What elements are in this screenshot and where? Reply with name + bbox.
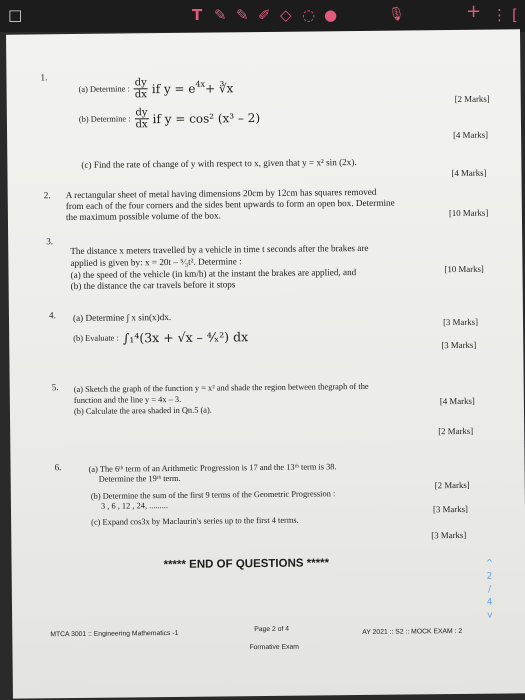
highlighter-icon[interactable]: ✐ [258, 6, 271, 24]
q1a-expr: if y = e [151, 81, 196, 96]
square-icon[interactable]: □ [8, 6, 23, 24]
q1a-tail: + ∛x [205, 80, 234, 96]
total-pages: 4 [486, 597, 493, 608]
annotation-toolbar [0, 0, 525, 32]
q6b-line: (b) Determine the sum of the first 9 terms of the Geometric Progression : [90, 489, 336, 501]
question-1a [78, 76, 233, 101]
question-number: 6. [54, 462, 62, 473]
q1b-prefix: (b) Determine : [78, 113, 131, 124]
q1a-prefix: (a) Determine : [78, 83, 130, 94]
shapes-icon[interactable]: ● [324, 6, 338, 24]
question-number: 3. [46, 236, 54, 247]
question-number: 5. [51, 382, 59, 393]
question-1c: (c) Find the rate of change of y with respect to x, given that y = x² sin (2x). [81, 157, 357, 170]
q5b-marks: [2 Marks] [438, 425, 474, 437]
q1a-fraction [134, 77, 148, 100]
current-page: 2 [486, 571, 493, 582]
footer-exam-type: Formative Exam [249, 643, 299, 652]
q3-line: (a) the speed of the vehicle (in km/h) at the instant the brakes are applied, and [70, 267, 357, 281]
question-number: 1. [40, 72, 48, 83]
q1b-fraction [134, 107, 148, 130]
end-of-questions: ***** END OF QUESTIONS ***** [163, 557, 330, 572]
text-tool-icon[interactable]: T [192, 6, 203, 24]
q3-line: The distance x meters travelled by a vehicle in time t seconds after the brakes are [70, 242, 369, 257]
q1b-frac-top: dy [135, 107, 148, 119]
q5a-line: (a) Sketch the graph of the function y = x² and shade the region between thegraph of the [73, 381, 369, 395]
q2-line: the maximum possible volume of the box. [65, 210, 221, 223]
q5a-line: function and the line y = 4x – 3. [73, 394, 182, 406]
page-separator: / [488, 584, 492, 595]
pen-icon[interactable]: ✎ [236, 6, 249, 24]
question-number: 4. [48, 310, 56, 321]
footer-page: Page 2 of 4 [254, 625, 290, 634]
q6a-marks: [2 Marks] [434, 479, 470, 491]
eraser-icon[interactable]: ◇ [280, 6, 292, 24]
q1b-frac-bottom: dx [135, 119, 148, 131]
question-4b [73, 329, 248, 346]
q6c-marks: [3 Marks] [431, 529, 467, 541]
lasso-icon[interactable]: ◌ [302, 6, 316, 24]
q2-marks: [10 Marks] [448, 207, 489, 219]
q3-marks: [10 Marks] [444, 263, 484, 275]
question-1b [79, 106, 260, 131]
q6b-marks: [3 Marks] [432, 503, 468, 515]
q4a-marks: [3 Marks] [442, 316, 479, 328]
q1a-marks: [2 Marks] [454, 93, 490, 104]
q6b-line: 3 , 6 , 12 , 24, ......... [100, 501, 169, 511]
q1b-marks: [4 Marks] [453, 129, 489, 141]
q4b-expr: ∫₁⁴(3x + √x – ⁴⁄ₓ²) dx [122, 329, 249, 346]
q3-line: applied is given by: x = 20t – ⁵⁄₃t². Determine : [70, 256, 242, 269]
q1a-frac-bottom: dx [134, 89, 147, 101]
q1b-expr: if y = cos² (x³ – 2) [152, 110, 261, 126]
q1a-frac-top: dy [134, 77, 147, 89]
page-up-icon[interactable]: ^ [485, 558, 494, 569]
question-number: 2. [43, 190, 51, 201]
q2-line: A rectangular sheet of metal having dimensions 20cm by 12cm has squares removed [65, 186, 377, 201]
q5a-marks: [4 Marks] [439, 395, 475, 407]
edge-icon: [ [512, 6, 518, 24]
add-icon[interactable]: + [466, 1, 482, 22]
exam-page [6, 29, 525, 698]
page-navigator[interactable] [486, 558, 494, 623]
q3-line: (b) the distance the car travels before it stops [70, 279, 236, 292]
question-4a: (a) Determine ∫ x sin(x)dx. [72, 311, 172, 324]
q2-line: from each of the four corners and the sides bent upwards to form an open box. Determine [65, 197, 395, 212]
q1a-sup: 4x [195, 79, 206, 89]
mic-icon[interactable]: 🎙 [388, 7, 405, 22]
q4b-prefix: (b) Evaluate : [73, 333, 119, 343]
more-icon[interactable]: ⋮ [492, 6, 507, 24]
q6a-line: Determine the 19ᵗʰ term. [98, 473, 181, 484]
q6a-line: (a) The 6ᵗʰ term of an Arithmetic Progression is 17 and the 13ᵗʰ term is 38. [88, 462, 337, 474]
pen-icon[interactable]: ✎ [214, 6, 227, 24]
page-down-icon[interactable]: v [487, 610, 493, 621]
q4b-marks: [3 Marks] [441, 339, 477, 351]
question-6c: (c) Expand cos3x by Maclaurin's series up to the first 4 terms. [91, 515, 299, 527]
footer-session: AY 2021 :: S2 :: MOCK EXAM : 2 [362, 627, 463, 636]
q1c-marks: [4 Marks] [451, 167, 487, 179]
question-5b: (b) Calculate the area shaded in Qn.5 (a). [73, 405, 212, 417]
footer-course: MTCA 3001 :: Engineering Mathematics -1 [50, 629, 179, 639]
